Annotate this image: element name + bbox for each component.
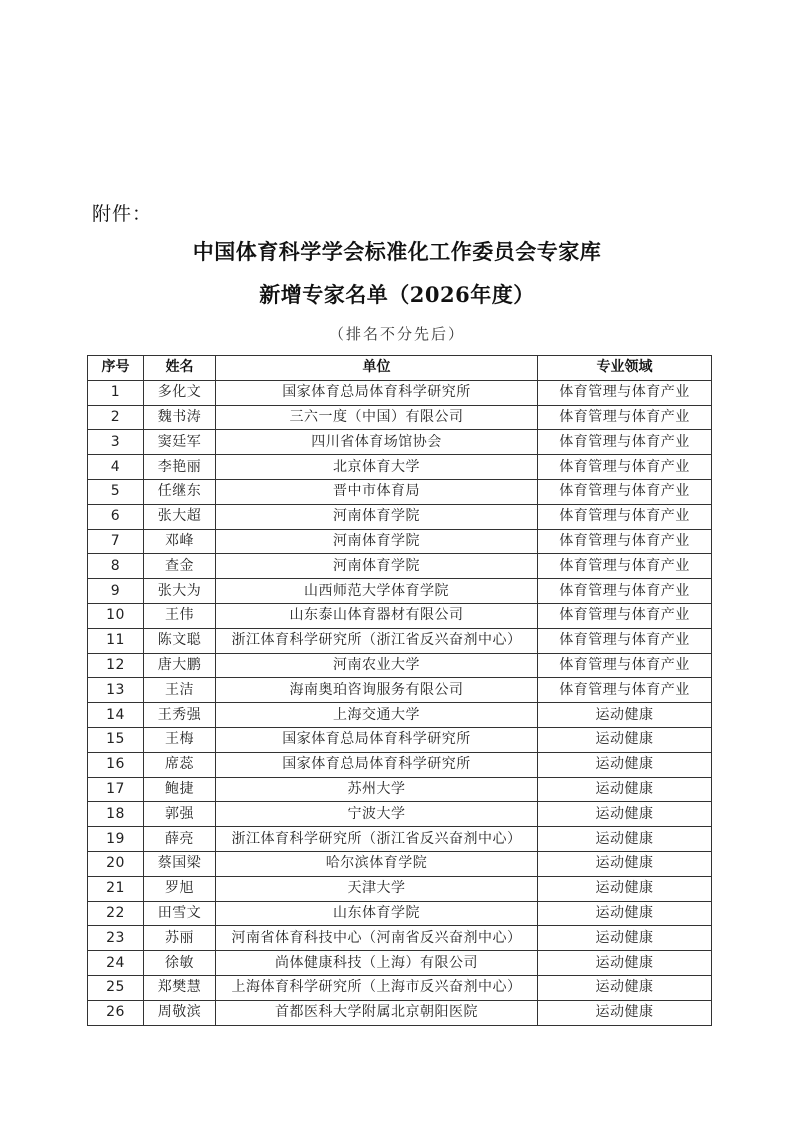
cell-unit: 四川省体育场馆协会: [216, 430, 538, 455]
cell-number: 20: [88, 851, 144, 876]
cell-number: 8: [88, 554, 144, 579]
cell-number: 16: [88, 752, 144, 777]
cell-field: 运动健康: [538, 926, 712, 951]
cell-number: 9: [88, 579, 144, 604]
cell-number: 15: [88, 727, 144, 752]
cell-unit: 苏州大学: [216, 777, 538, 802]
cell-number: 10: [88, 603, 144, 628]
cell-field: 运动健康: [538, 901, 712, 926]
cell-unit: 天津大学: [216, 876, 538, 901]
cell-field: 体育管理与体育产业: [538, 603, 712, 628]
cell-name: 任继东: [144, 479, 216, 504]
cell-name: 陈文聪: [144, 628, 216, 653]
cell-number: 5: [88, 479, 144, 504]
cell-unit: 山东泰山体育器材有限公司: [216, 603, 538, 628]
document-title-line1: 中国体育科学学会标准化工作委员会专家库: [192, 239, 602, 264]
cell-unit: 国家体育总局体育科学研究所: [216, 380, 538, 405]
table-row: [88, 802, 712, 827]
cell-unit: 尚体健康科技（上海）有限公司: [216, 951, 538, 976]
cell-unit: 北京体育大学: [216, 455, 538, 480]
cell-number: 7: [88, 529, 144, 554]
table-header-row: [88, 356, 712, 381]
cell-unit: 河南体育学院: [216, 554, 538, 579]
cell-unit: 河南体育学院: [216, 504, 538, 529]
cell-unit: 宁波大学: [216, 802, 538, 827]
table-row: [88, 926, 712, 951]
cell-number: 24: [88, 951, 144, 976]
cell-field: 运动健康: [538, 975, 712, 1000]
cell-number: 22: [88, 901, 144, 926]
cell-number: 13: [88, 678, 144, 703]
table-row: [88, 851, 712, 876]
cell-unit: 上海体育科学研究所（上海市反兴奋剂中心）: [216, 975, 538, 1000]
cell-field: 运动健康: [538, 703, 712, 728]
cell-field: 运动健康: [538, 876, 712, 901]
cell-field: 体育管理与体育产业: [538, 380, 712, 405]
cell-unit: 河南体育学院: [216, 529, 538, 554]
table-row: [88, 479, 712, 504]
column-header-name: 姓名: [144, 356, 216, 381]
cell-name: 郭强: [144, 802, 216, 827]
table-row: [88, 504, 712, 529]
cell-unit: 浙江体育科学研究所（浙江省反兴奋剂中心）: [216, 628, 538, 653]
cell-name: 薛亮: [144, 827, 216, 852]
table-body: [88, 380, 712, 1025]
cell-name: 李艳丽: [144, 455, 216, 480]
cell-name: 周敬滨: [144, 1000, 216, 1025]
table-row: [88, 628, 712, 653]
table-row: [88, 727, 712, 752]
cell-name: 田雪文: [144, 901, 216, 926]
cell-name: 王洁: [144, 678, 216, 703]
cell-unit: 山西师范大学体育学院: [216, 579, 538, 604]
table-row: [88, 554, 712, 579]
cell-unit: 国家体育总局体育科学研究所: [216, 752, 538, 777]
cell-number: 11: [88, 628, 144, 653]
cell-name: 罗旭: [144, 876, 216, 901]
ranking-note: （排名不分先后）: [328, 325, 465, 343]
cell-number: 3: [88, 430, 144, 455]
cell-field: 体育管理与体育产业: [538, 455, 712, 480]
table-row: [88, 529, 712, 554]
cell-field: 运动健康: [538, 951, 712, 976]
cell-field: 体育管理与体育产业: [538, 504, 712, 529]
cell-field: 运动健康: [538, 827, 712, 852]
cell-unit: 三六一度（中国）有限公司: [216, 405, 538, 430]
cell-number: 19: [88, 827, 144, 852]
cell-field: 运动健康: [538, 752, 712, 777]
cell-field: 体育管理与体育产业: [538, 529, 712, 554]
cell-name: 蔡国梁: [144, 851, 216, 876]
cell-field: 运动健康: [538, 1000, 712, 1025]
table-row: [88, 678, 712, 703]
cell-name: 郑樊慧: [144, 975, 216, 1000]
table-row: [88, 380, 712, 405]
cell-field: 运动健康: [538, 851, 712, 876]
cell-field: 体育管理与体育产业: [538, 554, 712, 579]
cell-name: 王秀强: [144, 703, 216, 728]
cell-field: 体育管理与体育产业: [538, 628, 712, 653]
document-title-line2: 新增专家名单（2026年度）: [259, 282, 535, 307]
cell-name: 王伟: [144, 603, 216, 628]
table-row: [88, 653, 712, 678]
column-header-number: 序号: [88, 356, 144, 381]
cell-field: 体育管理与体育产业: [538, 479, 712, 504]
cell-name: 张大为: [144, 579, 216, 604]
cell-field: 体育管理与体育产业: [538, 430, 712, 455]
cell-unit: 河南省体育科技中心（河南省反兴奋剂中心）: [216, 926, 538, 951]
cell-unit: 山东体育学院: [216, 901, 538, 926]
cell-name: 多化文: [144, 380, 216, 405]
cell-unit: 哈尔滨体育学院: [216, 851, 538, 876]
cell-number: 12: [88, 653, 144, 678]
cell-number: 21: [88, 876, 144, 901]
cell-name: 鲍捷: [144, 777, 216, 802]
table-row: [88, 703, 712, 728]
cell-name: 席蕊: [144, 752, 216, 777]
column-header-unit: 单位: [216, 356, 538, 381]
cell-name: 魏书涛: [144, 405, 216, 430]
cell-field: 运动健康: [538, 727, 712, 752]
table-row: [88, 901, 712, 926]
cell-name: 王梅: [144, 727, 216, 752]
table-row: [88, 827, 712, 852]
expert-list-table: [87, 355, 712, 1026]
table-row: [88, 405, 712, 430]
cell-unit: 上海交通大学: [216, 703, 538, 728]
table-row: [88, 603, 712, 628]
table-row: [88, 455, 712, 480]
table-row: [88, 876, 712, 901]
cell-field: 体育管理与体育产业: [538, 653, 712, 678]
table-row: [88, 975, 712, 1000]
cell-name: 查金: [144, 554, 216, 579]
cell-number: 14: [88, 703, 144, 728]
cell-number: 25: [88, 975, 144, 1000]
cell-field: 运动健康: [538, 777, 712, 802]
cell-name: 张大超: [144, 504, 216, 529]
cell-name: 邓峰: [144, 529, 216, 554]
cell-number: 6: [88, 504, 144, 529]
cell-number: 26: [88, 1000, 144, 1025]
cell-name: 窦廷军: [144, 430, 216, 455]
cell-unit: 浙江体育科学研究所（浙江省反兴奋剂中心）: [216, 827, 538, 852]
cell-name: 唐大鹏: [144, 653, 216, 678]
cell-unit: 首都医科大学附属北京朝阳医院: [216, 1000, 538, 1025]
column-header-field: 专业领域: [538, 356, 712, 381]
cell-unit: 国家体育总局体育科学研究所: [216, 727, 538, 752]
cell-unit: 河南农业大学: [216, 653, 538, 678]
table-row: [88, 752, 712, 777]
cell-number: 4: [88, 455, 144, 480]
cell-number: 23: [88, 926, 144, 951]
table-row: [88, 777, 712, 802]
table-row: [88, 430, 712, 455]
cell-unit: 晋中市体育局: [216, 479, 538, 504]
cell-number: 17: [88, 777, 144, 802]
cell-field: 体育管理与体育产业: [538, 405, 712, 430]
cell-number: 18: [88, 802, 144, 827]
cell-field: 运动健康: [538, 802, 712, 827]
cell-name: 苏丽: [144, 926, 216, 951]
attachment-label: 附件：: [92, 203, 153, 225]
table-row: [88, 951, 712, 976]
cell-unit: 海南奥珀咨询服务有限公司: [216, 678, 538, 703]
cell-field: 体育管理与体育产业: [538, 579, 712, 604]
cell-number: 2: [88, 405, 144, 430]
table-row: [88, 579, 712, 604]
cell-field: 体育管理与体育产业: [538, 678, 712, 703]
table-row: [88, 1000, 712, 1025]
cell-name: 徐敏: [144, 951, 216, 976]
cell-number: 1: [88, 380, 144, 405]
